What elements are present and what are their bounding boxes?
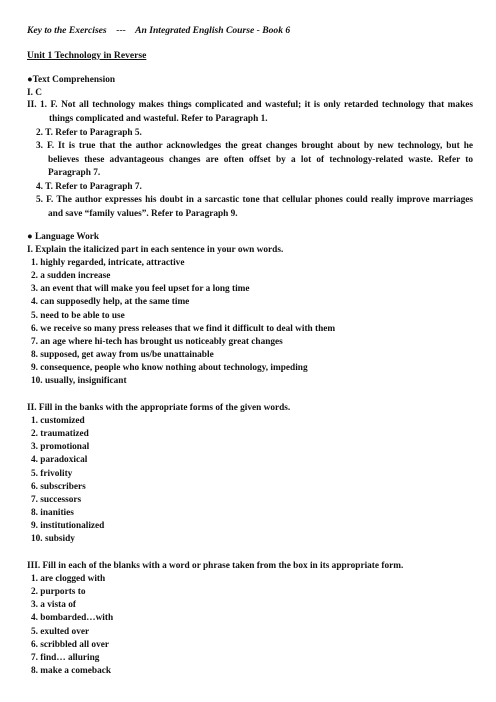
unit-title: Unit 1 Technology in Reverse — [27, 50, 147, 61]
list-item: 1. highly regarded, intricate, attractive — [31, 258, 185, 268]
list-item: 7. find… alluring — [31, 652, 100, 663]
list-item: 2. traumatized — [31, 429, 89, 440]
list-item: 5. need to be able to use — [31, 310, 125, 321]
list-item: 7. an age where hi-tech has brought us noticeably great changes — [31, 336, 283, 347]
section-heading-language-work: ● Language Work — [27, 232, 100, 242]
answer-2-1: II. 1. F. Not all technology makes things complicated and wasteful; it is only retarded technology that makes things complicated and wasteful. Refer to Paragraph 1. — [27, 100, 473, 124]
list-item: 4. can supposedly help, at the same time — [31, 297, 190, 308]
list-item: 10. usually, insignificant — [31, 376, 127, 387]
answer-2-4: 4. T. Refer to Paragraph 7. — [36, 182, 142, 192]
exercise-1-instruction: I. Explain the italicized part in each sentence in your own words. — [27, 245, 284, 255]
section-heading-text-comprehension: ●Text Comprehension — [27, 75, 116, 85]
list-item: 9. institutionalized — [31, 521, 105, 532]
list-item: 10. subsidy — [31, 534, 75, 545]
list-item: 4. paradoxical — [31, 455, 88, 466]
list-item: 8. make a comeback — [31, 666, 112, 677]
list-item: 3. an event that will make you feel upset for a long time — [31, 284, 250, 295]
exercise-2-answers — [31, 415, 104, 547]
exercise-3-answers — [31, 573, 113, 678]
list-item: 2. a sudden increase — [31, 271, 111, 282]
exercise-3-instruction: III. Fill in each of the blanks with a word or phrase taken from the box in its appropriate form. — [27, 561, 404, 571]
list-item: 7. successors — [31, 494, 82, 505]
answer-2-3: 3. F. It is true that the author acknowledges the great changes brought about by new technology, but he believes these advantageous changes are often offset by a lot of technology-related waste. Refer to Paragraph 7. — [36, 141, 473, 178]
list-item: 6. subscribers — [31, 481, 86, 492]
answer-2-2: 2. T. Refer to Paragraph 5. — [36, 128, 142, 138]
list-item: 3. a vista of — [31, 600, 76, 611]
list-item: 5. exulted over — [31, 626, 90, 637]
list-item: 1. customized — [31, 416, 85, 426]
list-item: 6. we receive so many press releases that we find it difficult to deal with them — [31, 323, 336, 334]
answer-2-5: 5. F. The author expresses his doubt in a sarcastic tone that cellular phones could really improve marriages and save “family values”. Refer to Paragraph 9. — [36, 195, 473, 219]
list-item: 3. promotional — [31, 442, 90, 453]
list-item: 1. are clogged with — [31, 574, 106, 584]
list-item: 8. supposed, get away from us/be unattainable — [31, 350, 214, 361]
list-item: 4. bombarded…with — [31, 613, 114, 624]
list-item: 2. purports to — [31, 587, 86, 598]
page-header: Key to the Exercises --- An Integrated English Course - Book 6 — [27, 25, 291, 36]
list-item: 8. inanities — [31, 508, 74, 519]
exercise-1-answers — [31, 257, 335, 389]
answer-part-1: I. C — [27, 88, 42, 98]
list-item: 9. consequence, people who know nothing about technology, impeding — [31, 363, 308, 374]
exercise-2-instruction: II. Fill in the banks with the appropriate forms of the given words. — [27, 403, 291, 413]
list-item: 5. frivolity — [31, 468, 73, 479]
list-item: 6. scribbled all over — [31, 639, 109, 650]
